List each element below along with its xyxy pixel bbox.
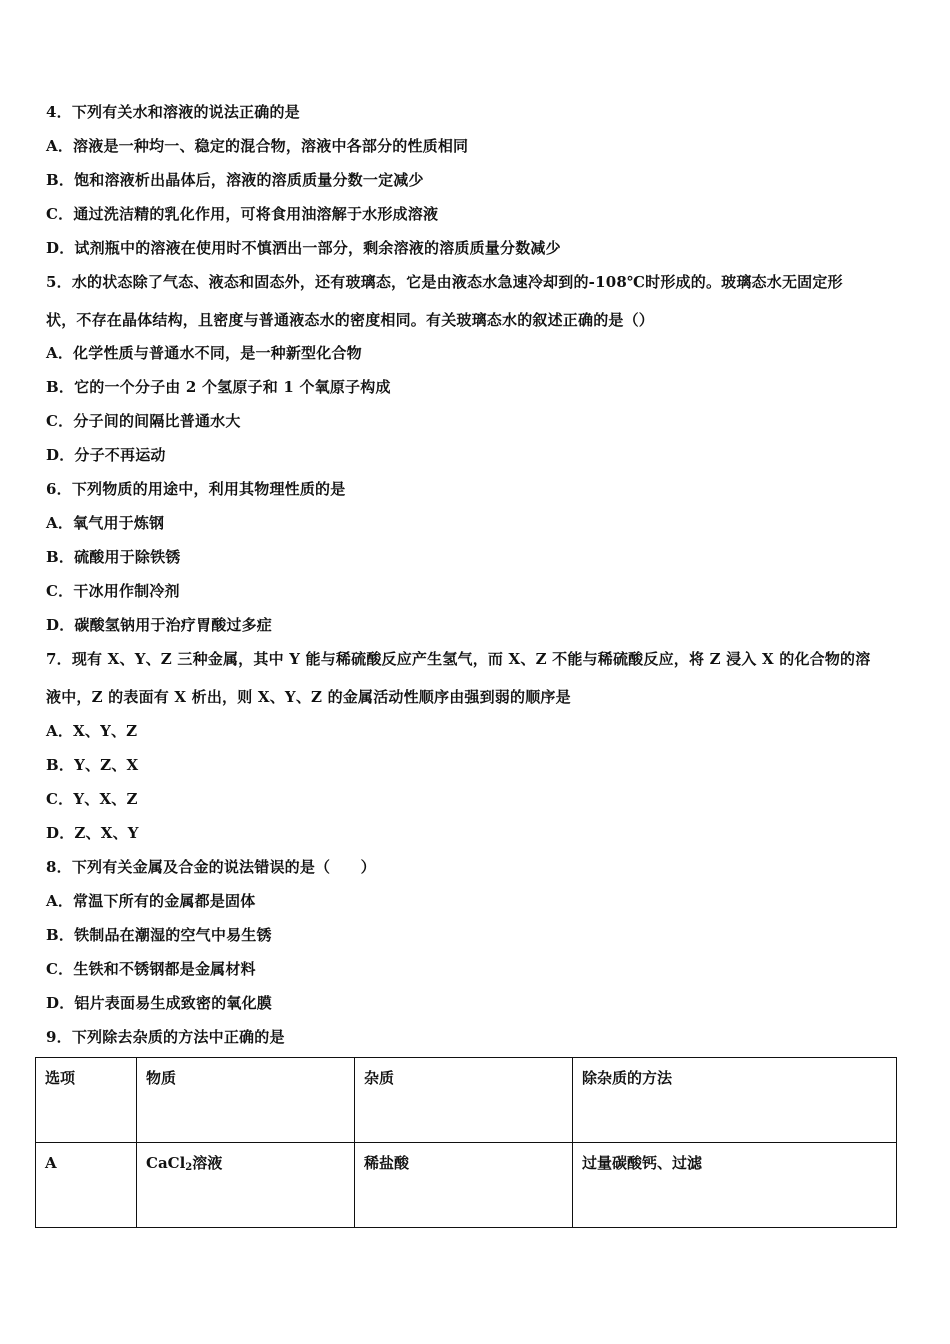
question-7-stem: 7．现有 X、Y、Z 三种金属，其中 Y 能与稀硫酸反应产生氢气，而 X、Z 不能与稀硫酸反应，将 Z 浸入 X 的化合物的溶 [46,650,871,668]
table-row [36,1143,897,1228]
question-5-stem-cont: 状，不存在晶体结构，且密度与普通液态水的密度相同。有关玻璃态水的叙述正确的是（） [46,311,655,329]
question-6-option-a: A．氧气用于炼钢 [46,514,165,532]
question-5-stem: 5．水的状态除了气态、液态和固态外，还有玻璃态，它是由液态水急速冷却到的-108℃时形成的。玻璃态水无固定形 [46,273,843,291]
question-8-option-a: A．常温下所有的金属都是固体 [46,892,256,910]
table-header-cell: 杂质 [355,1058,573,1143]
table-cell-substance [137,1143,355,1228]
question-8-option-b: B．铁制品在潮湿的空气中易生锈 [46,926,272,944]
table-header-row [36,1058,897,1143]
table-header-cell: 除杂质的方法 [573,1058,897,1143]
question-4-option-b: B．饱和溶液析出晶体后，溶液的溶质质量分数一定减少 [46,171,424,189]
question-6-option-d: D．碳酸氢钠用于治疗胃酸过多症 [46,616,273,634]
question-6-option-b: B．硫酸用于除铁锈 [46,548,181,566]
question-7-option-c: C．Y、X、Z [46,790,138,808]
question-6-option-c: C．干冰用作制冷剂 [46,582,180,600]
table-header-cell: 物质 [137,1058,355,1143]
question-7-option-b: B．Y、Z、X [46,756,139,774]
question-7-option-d: D．Z、X、Y [46,824,139,842]
substance-formula: CaCl [146,1154,186,1172]
question-9-table [35,1057,897,1228]
question-5-option-a: A．化学性质与普通水不同，是一种新型化合物 [46,344,362,362]
question-8-option-d: D．铝片表面易生成致密的氧化膜 [46,994,273,1012]
table-cell-option: A [36,1143,137,1228]
substance-subscript: 2 [185,1162,193,1173]
table-header-cell: 选项 [36,1058,137,1143]
question-5-option-b: B．它的一个分子由 2 个氢原子和 1 个氧原子构成 [46,378,391,396]
question-7-option-a: A．X、Y、Z [46,722,138,740]
table-cell-impurity: 稀盐酸 [355,1143,573,1228]
question-6-stem: 6．下列物质的用途中，利用其物理性质的是 [46,480,346,498]
question-4-option-c: C．通过洗洁精的乳化作用，可将食用油溶解于水形成溶液 [46,205,439,223]
question-4-option-d: D．试剂瓶中的溶液在使用时不慎洒出一部分，剩余溶液的溶质质量分数减少 [46,239,561,257]
substance-suffix: 溶液 [192,1154,223,1172]
question-7-stem-cont: 液中，Z 的表面有 X 析出，则 X、Y、Z 的金属活动性顺序由强到弱的顺序是 [46,688,571,706]
question-8-option-c: C．生铁和不锈钢都是金属材料 [46,960,256,978]
question-9-stem: 9．下列除去杂质的方法中正确的是 [46,1028,285,1046]
table-cell-method: 过量碳酸钙、过滤 [573,1143,897,1228]
question-5-option-d: D．分子不再运动 [46,446,166,464]
question-8-stem: 8．下列有关金属及合金的说法错误的是（ ） [46,858,376,876]
question-5-option-c: C．分子间的间隔比普通水大 [46,412,241,430]
question-4-stem: 4．下列有关水和溶液的说法正确的是 [46,103,300,121]
question-4-option-a: A．溶液是一种均一、稳定的混合物，溶液中各部分的性质相同 [46,137,469,155]
